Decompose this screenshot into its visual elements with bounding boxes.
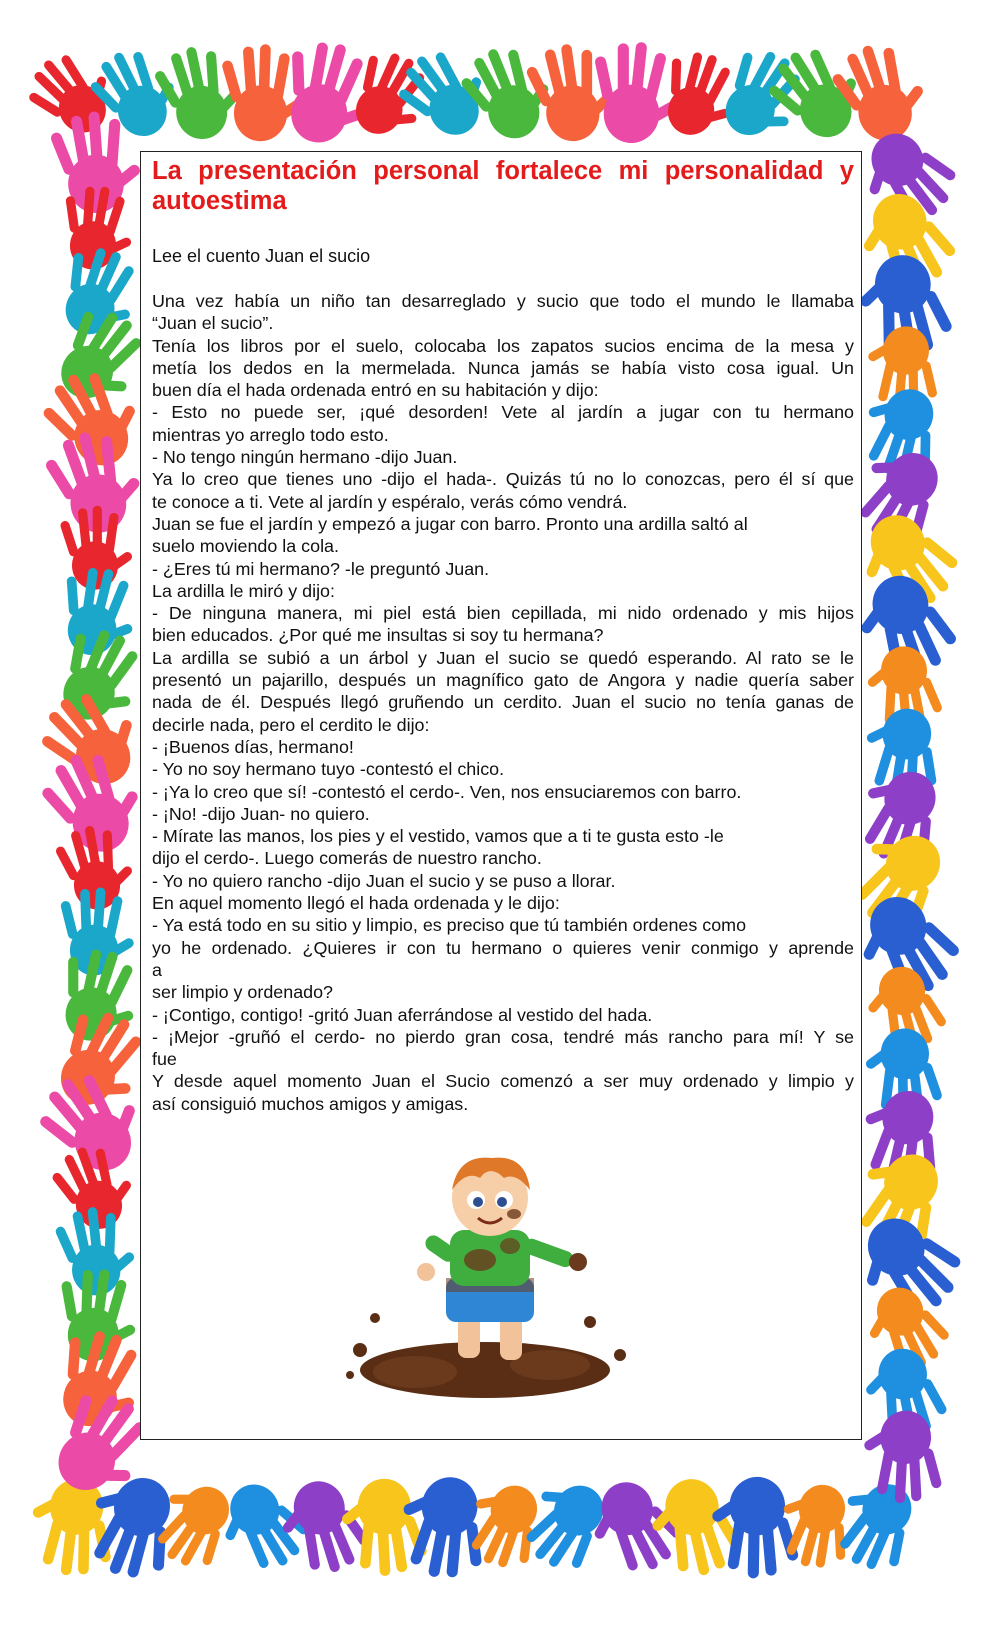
hand-print [586, 37, 686, 147]
story-line: te conoce a ti. Vete al jardín y espéralo, verás cómo vendrá. [152, 491, 628, 512]
story-line: presentó un pajarillo, después un magnífico gato de Angora y nadie quería saber [152, 670, 854, 691]
story-line: Una vez había un niño tan desarreglado y sucio que todo el mundo le llamaba [152, 291, 854, 311]
story-line: En aquel momento llegó el hada ordenada y le dijo: [152, 893, 560, 914]
story-line: ser limpio y ordenado? [152, 982, 333, 1003]
hand-print [824, 33, 936, 152]
story-line: - ¿Eres tú mi hermano? -le preguntó Juan. [152, 558, 490, 579]
story-line: - Ya está todo en su sitio y limpio, es preciso que tú también ordenes como [152, 915, 747, 936]
hand-print [757, 32, 876, 154]
story-line: dijo el cerdo-. Luego comerás de nuestro rancho. [152, 848, 542, 869]
hand-print [24, 1474, 121, 1581]
story-line: - Esto no puede ser, ¡qué desorden! Vete al jardín a jugar con tu hermano [152, 402, 854, 423]
story-line: “Juan el sucio”. [152, 313, 274, 334]
hand-print [387, 35, 502, 153]
story-line: buen día el hada ordenada entró en su habitación y dijo: [152, 380, 599, 401]
story-line: fue [152, 1049, 177, 1070]
story-line: - ¡No! -dijo Juan- no quiero. [152, 803, 370, 824]
story-line: - ¡Buenos días, hermano! [152, 736, 354, 757]
page-title: La presentación personal fortalece mi personalidad y autoestima [152, 157, 854, 215]
story-line: - ¡Contigo, contigo! -gritó Juan aferrándose al vestido del hada. [152, 1004, 653, 1025]
story-line: suelo moviendo la cola. [152, 536, 339, 557]
story-line: bien educados. ¿Por qué me insultas si soy tu hermana? [152, 625, 604, 646]
story-text [152, 290, 854, 1115]
story-line: - No tengo ningún hermano -dijo Juan. [152, 447, 458, 468]
story-line: Tenía los libros por el suelo, colocaba los zapatos sucios encima de la mesa y [152, 335, 854, 356]
story-line: - Mírate las manos, los pies y el vestido, vamos que a ti te gusta esto -le [152, 826, 724, 847]
dirty-boy-illustration [320, 1150, 660, 1420]
reading-instruction: Lee el cuento Juan el sucio [152, 246, 371, 266]
story-line: La ardilla se subió a un árbol y Juan el sucio se quedó esperando. Al rato se le [152, 647, 854, 668]
story-line: así consiguió muchos amigos y amigas. [152, 1093, 469, 1114]
story-line: decirle nada, pero el cerdito le dijo: [152, 714, 430, 735]
story-line: - Yo no quiero rancho -dijo Juan el sucio y se puso a llorar. [152, 870, 616, 891]
story-line: La ardilla le miró y dijo: [152, 580, 335, 601]
hand-print [270, 1471, 376, 1584]
story-line: Y desde aquel momento Juan el Sucio comenzó a ser muy ordenado y limpio y [152, 1071, 854, 1092]
story-line: Ya lo creo que tienes uno -dijo el hada-. Quizás tú no lo conozcas, pero él sí que [152, 469, 854, 490]
story-line: metía los dedos en la mermelada. Nunca jamás se había visto cosa igual. Un [152, 357, 854, 378]
story-line: Juan se fue el jardín y empezó a jugar con barro. Pronto una ardilla saltó al [152, 513, 748, 534]
story-line: - ¡Mejor -gruñó el cerdo- no pierdo gran cosa, tendré más rancho para mí! Y se [152, 1026, 854, 1047]
story-line: yo he ordenado. ¿Quieres ir con tu hermano o quieres venir conmigo y aprende [152, 937, 854, 958]
story-line: a [152, 959, 162, 980]
story-line: - De ninguna manera, mi piel está bien cepillada, mi nido ordenado y mis hijos [152, 603, 854, 624]
story-line: mientras yo arreglo todo esto. [152, 424, 389, 445]
story-line: - Yo no soy hermano tuyo -contestó el chico. [152, 759, 505, 780]
story-line: - ¡Ya lo creo que sí! -contestó el cerdo-. Ven, nos ensuciaremos con barro. [152, 781, 742, 802]
story-line: nada de él. Después llegó gruñendo un cerdito. Juan el sucio no tenía ganas de [152, 692, 854, 713]
